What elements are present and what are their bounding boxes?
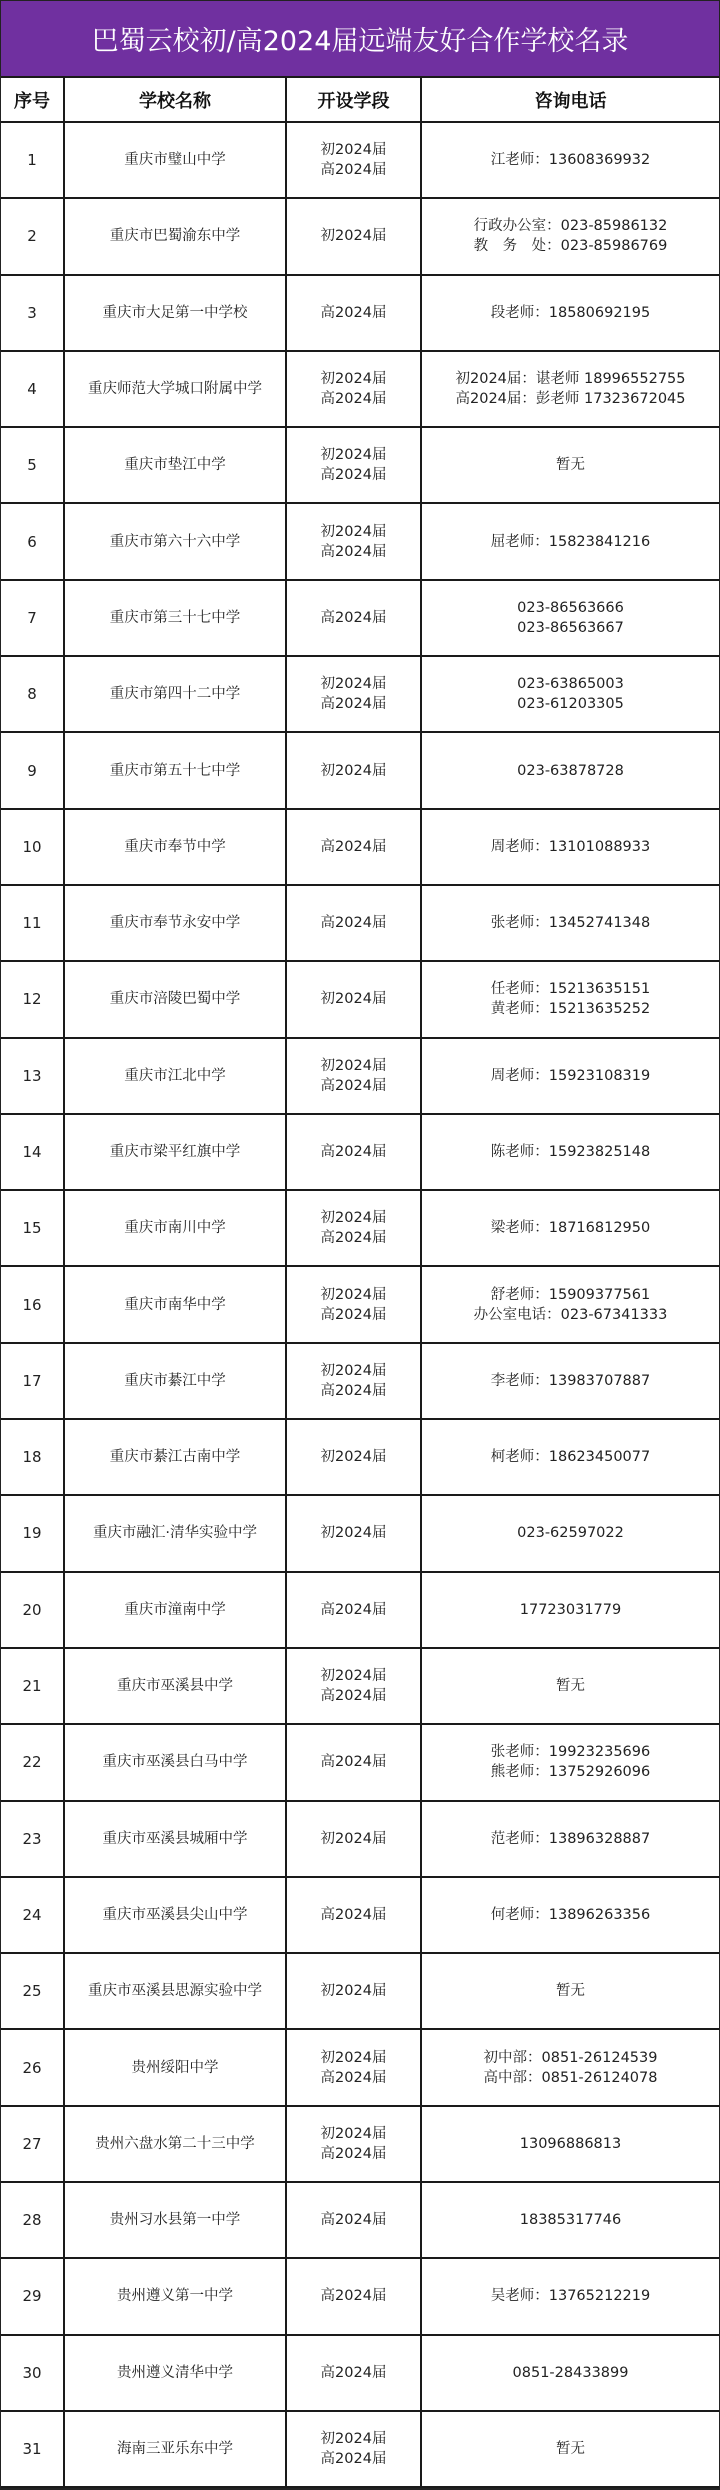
contact-phone: 暂无 xyxy=(556,457,585,474)
column-header-number: 序号 xyxy=(1,78,64,122)
contact-phone: 舒老师：15909377561 xyxy=(490,1286,651,1303)
grade-stage: 高2024届 xyxy=(320,2145,387,2162)
grade-stage: 初2024届 xyxy=(320,2125,387,2142)
contact-phone-cell xyxy=(421,732,719,808)
grade-stage: 高2024届 xyxy=(320,162,387,179)
row-number: 21 xyxy=(1,1648,64,1724)
grade-stage: 高2024届 xyxy=(320,1382,387,1399)
table-row xyxy=(1,2335,719,2411)
grade-stage-cell xyxy=(286,1724,421,1800)
contact-phone: 18385317746 xyxy=(519,2212,622,2229)
contact-phone-cell xyxy=(421,2029,719,2105)
school-name: 重庆市第六十六中学 xyxy=(64,503,286,579)
table-row xyxy=(1,2029,719,2105)
table-row xyxy=(1,1495,719,1571)
grade-stage: 初2024届 xyxy=(320,1210,387,1227)
grade-stage: 高2024届 xyxy=(320,1077,387,1094)
school-name: 重庆市梁平红旗中学 xyxy=(64,1114,286,1190)
grade-stage: 初2024届 xyxy=(320,1286,387,1303)
row-number: 1 xyxy=(1,122,64,198)
page-title: 巴蜀云校初/高2024届远端友好合作学校名录 xyxy=(1,1,719,78)
table-row xyxy=(1,2182,719,2258)
grade-stage: 高2024届 xyxy=(320,1906,387,1923)
column-header-contact-phone: 咨询电话 xyxy=(421,78,719,122)
row-number: 28 xyxy=(1,2182,64,2258)
grade-stage: 初2024届 xyxy=(320,1983,387,2000)
grade-stage-cell xyxy=(286,351,421,427)
grade-stage-cell xyxy=(286,2411,421,2487)
contact-phone-cell xyxy=(421,1419,719,1495)
school-name: 重庆市巫溪县城厢中学 xyxy=(64,1801,286,1877)
table-row xyxy=(1,961,719,1037)
contact-phone: 黄老师：15213635252 xyxy=(490,1001,651,1018)
contact-phone-cell xyxy=(421,1877,719,1953)
grade-stage: 高2024届 xyxy=(320,2069,387,2086)
contact-phone-cell xyxy=(421,1190,719,1266)
grade-stage-cell xyxy=(286,1953,421,2029)
school-name: 重庆市奉节永安中学 xyxy=(64,885,286,961)
grade-stage: 高2024届 xyxy=(320,2451,387,2468)
school-name: 重庆市巫溪县白马中学 xyxy=(64,1724,286,1800)
grade-stage: 初2024届 xyxy=(320,1525,387,1542)
contact-phone-cell xyxy=(421,122,719,198)
row-number: 13 xyxy=(1,1038,64,1114)
grade-stage: 高2024届 xyxy=(320,2364,387,2381)
table-row xyxy=(1,1114,719,1190)
grade-stage-cell xyxy=(286,122,421,198)
table-row xyxy=(1,885,719,961)
grade-stage: 高2024届 xyxy=(320,1306,387,1323)
grade-stage-cell xyxy=(286,275,421,351)
grade-stage: 初2024届 xyxy=(320,991,387,1008)
row-number: 30 xyxy=(1,2335,64,2411)
contact-phone-cell xyxy=(421,275,719,351)
school-name: 重庆市垫江中学 xyxy=(64,427,286,503)
row-number: 18 xyxy=(1,1419,64,1495)
contact-phone-cell xyxy=(421,809,719,885)
grade-stage: 初2024届 xyxy=(320,676,387,693)
contact-phone: 屈老师：15823841216 xyxy=(490,533,651,550)
contact-phone-cell xyxy=(421,1266,719,1342)
row-number: 11 xyxy=(1,885,64,961)
contact-phone-cell xyxy=(421,1572,719,1648)
school-name: 重庆市大足第一中学校 xyxy=(64,275,286,351)
grade-stage: 初2024届 xyxy=(320,447,387,464)
contact-phone: 李老师：13983707887 xyxy=(490,1372,651,1389)
grade-stage: 高2024届 xyxy=(320,2288,387,2305)
contact-phone: 范老师：13896328887 xyxy=(490,1830,651,1847)
table-row xyxy=(1,1038,719,1114)
row-number: 19 xyxy=(1,1495,64,1571)
grade-stage-cell xyxy=(286,1419,421,1495)
table-row xyxy=(1,427,719,503)
contact-phone: 办公室电话：023-67341333 xyxy=(473,1306,668,1323)
grade-stage-cell xyxy=(286,2335,421,2411)
grade-stage-cell xyxy=(286,1190,421,1266)
contact-phone-cell xyxy=(421,2335,719,2411)
grade-stage: 初2024届 xyxy=(320,1668,387,1685)
contact-phone-cell xyxy=(421,2411,719,2487)
table-row xyxy=(1,1648,719,1724)
row-number: 23 xyxy=(1,1801,64,1877)
row-number: 6 xyxy=(1,503,64,579)
row-number: 15 xyxy=(1,1190,64,1266)
row-number: 9 xyxy=(1,732,64,808)
contact-phone-cell xyxy=(421,1038,719,1114)
school-name: 重庆市奉节中学 xyxy=(64,809,286,885)
contact-phone-cell xyxy=(421,1343,719,1419)
school-name: 重庆市涪陵巴蜀中学 xyxy=(64,961,286,1037)
contact-phone-cell xyxy=(421,580,719,656)
contact-phone-cell xyxy=(421,885,719,961)
grade-stage: 高2024届 xyxy=(320,838,387,855)
table-row xyxy=(1,809,719,885)
school-name: 重庆市綦江古南中学 xyxy=(64,1419,286,1495)
school-name: 重庆市江北中学 xyxy=(64,1038,286,1114)
row-number: 24 xyxy=(1,1877,64,1953)
grade-stage-cell xyxy=(286,198,421,274)
contact-phone: 暂无 xyxy=(556,1983,585,2000)
table-row xyxy=(1,275,719,351)
school-name: 贵州遵义第一中学 xyxy=(64,2258,286,2334)
school-name: 重庆师范大学城口附属中学 xyxy=(64,351,286,427)
grade-stage: 高2024届 xyxy=(320,609,387,626)
table-row xyxy=(1,1343,719,1419)
row-number: 17 xyxy=(1,1343,64,1419)
school-table xyxy=(1,78,719,2488)
contact-phone-cell xyxy=(421,2258,719,2334)
table-row xyxy=(1,732,719,808)
grade-stage: 高2024届 xyxy=(320,304,387,321)
contact-phone: 023-61203305 xyxy=(517,696,624,713)
contact-phone: 高中部：0851-26124078 xyxy=(483,2069,658,2086)
contact-phone: 何老师：13896263356 xyxy=(490,1906,651,1923)
contact-phone: 暂无 xyxy=(556,2441,585,2458)
contact-phone: 张老师：19923235696 xyxy=(490,1744,651,1761)
school-name: 贵州六盘水第二十三中学 xyxy=(64,2106,286,2182)
school-name: 重庆市綦江中学 xyxy=(64,1343,286,1419)
contact-phone: 023-86563666 xyxy=(517,599,624,616)
table-row xyxy=(1,2258,719,2334)
table-row xyxy=(1,1724,719,1800)
grade-stage: 初2024届 xyxy=(320,2431,387,2448)
grade-stage: 高2024届 xyxy=(320,1688,387,1705)
table-row xyxy=(1,580,719,656)
grade-stage-cell xyxy=(286,1343,421,1419)
row-number: 14 xyxy=(1,1114,64,1190)
school-name: 重庆市第四十二中学 xyxy=(64,656,286,732)
school-name: 海南三亚乐东中学 xyxy=(64,2411,286,2487)
contact-phone: 023-63878728 xyxy=(517,762,624,779)
contact-phone-cell xyxy=(421,1953,719,2029)
contact-phone: 任老师：15213635151 xyxy=(490,981,651,998)
table-row xyxy=(1,1419,719,1495)
school-name: 重庆市巴蜀渝东中学 xyxy=(64,198,286,274)
contact-phone-cell xyxy=(421,427,719,503)
grade-stage-cell xyxy=(286,503,421,579)
grade-stage-cell xyxy=(286,1266,421,1342)
row-number: 27 xyxy=(1,2106,64,2182)
grade-stage: 初2024届 xyxy=(320,142,387,159)
grade-stage: 高2024届 xyxy=(320,1754,387,1771)
contact-phone: 13096886813 xyxy=(519,2135,622,2152)
contact-phone: 023-86563667 xyxy=(517,619,624,636)
row-number: 25 xyxy=(1,1953,64,2029)
school-name: 重庆市融汇·清华实验中学 xyxy=(64,1495,286,1571)
grade-stage-cell xyxy=(286,1038,421,1114)
row-number: 20 xyxy=(1,1572,64,1648)
grade-stage-cell xyxy=(286,1877,421,1953)
contact-phone: 吴老师：13765212219 xyxy=(490,2288,651,2305)
grade-stage: 初2024届 xyxy=(320,2049,387,2066)
grade-stage-cell xyxy=(286,580,421,656)
grade-stage: 初2024届 xyxy=(320,523,387,540)
row-number: 16 xyxy=(1,1266,64,1342)
contact-phone-cell xyxy=(421,1495,719,1571)
grade-stage-cell xyxy=(286,2258,421,2334)
contact-phone: 暂无 xyxy=(556,1678,585,1695)
grade-stage-cell xyxy=(286,1648,421,1724)
school-name: 重庆市巫溪县中学 xyxy=(64,1648,286,1724)
contact-phone: 柯老师：18623450077 xyxy=(490,1449,651,1466)
table-row xyxy=(1,1266,719,1342)
table-body xyxy=(1,122,719,2487)
school-name: 贵州习水县第一中学 xyxy=(64,2182,286,2258)
contact-phone-cell xyxy=(421,961,719,1037)
school-name: 重庆市南华中学 xyxy=(64,1266,286,1342)
contact-phone: 0851-28433899 xyxy=(512,2364,629,2381)
grade-stage: 高2024届 xyxy=(320,1230,387,1247)
grade-stage-cell xyxy=(286,1114,421,1190)
grade-stage-cell xyxy=(286,2106,421,2182)
contact-phone: 教 务 处：023-85986769 xyxy=(473,238,668,255)
table-row xyxy=(1,2411,719,2487)
grade-stage: 初2024届 xyxy=(320,1449,387,1466)
table-row xyxy=(1,198,719,274)
table-row xyxy=(1,2106,719,2182)
column-header-grade-stage: 开设学段 xyxy=(286,78,421,122)
contact-phone: 行政办公室：023-85986132 xyxy=(473,218,668,235)
row-number: 5 xyxy=(1,427,64,503)
school-name: 重庆市巫溪县尖山中学 xyxy=(64,1877,286,1953)
row-number: 12 xyxy=(1,961,64,1037)
row-number: 4 xyxy=(1,351,64,427)
grade-stage: 初2024届 xyxy=(320,1057,387,1074)
contact-phone: 张老师：13452741348 xyxy=(490,915,651,932)
grade-stage: 初2024届 xyxy=(320,762,387,779)
contact-phone: 023-63865003 xyxy=(517,676,624,693)
grade-stage: 初2024届 xyxy=(320,228,387,245)
contact-phone: 陈老师：15923825148 xyxy=(490,1144,651,1160)
row-number: 22 xyxy=(1,1724,64,1800)
grade-stage: 高2024届 xyxy=(320,467,387,484)
grade-stage-cell xyxy=(286,427,421,503)
table-row xyxy=(1,351,719,427)
row-number: 7 xyxy=(1,580,64,656)
grade-stage: 高2024届 xyxy=(320,1144,387,1160)
contact-phone: 梁老师：18716812950 xyxy=(490,1220,651,1237)
contact-phone: 江老师：13608369932 xyxy=(490,152,651,169)
grade-stage-cell xyxy=(286,885,421,961)
contact-phone: 周老师：15923108319 xyxy=(490,1067,651,1084)
row-number: 10 xyxy=(1,809,64,885)
grade-stage-cell xyxy=(286,1572,421,1648)
contact-phone-cell xyxy=(421,2182,719,2258)
grade-stage-cell xyxy=(286,732,421,808)
grade-stage: 初2024届 xyxy=(320,1362,387,1379)
school-name: 重庆市南川中学 xyxy=(64,1190,286,1266)
grade-stage: 初2024届 xyxy=(320,1830,387,1847)
table-row xyxy=(1,656,719,732)
row-number: 3 xyxy=(1,275,64,351)
grade-stage: 高2024届 xyxy=(320,543,387,560)
contact-phone-cell xyxy=(421,1648,719,1724)
grade-stage: 高2024届 xyxy=(320,391,387,408)
table-row xyxy=(1,1877,719,1953)
contact-phone-cell xyxy=(421,1114,719,1190)
contact-phone: 初2024届：谌老师 18996552755 xyxy=(455,371,686,388)
contact-phone: 初中部：0851-26124539 xyxy=(483,2049,658,2066)
row-number: 31 xyxy=(1,2411,64,2487)
table-row xyxy=(1,503,719,579)
contact-phone: 段老师：18580692195 xyxy=(490,304,651,321)
table-row xyxy=(1,1572,719,1648)
contact-phone-cell xyxy=(421,2106,719,2182)
grade-stage-cell xyxy=(286,2182,421,2258)
contact-phone: 熊老师：13752926096 xyxy=(490,1764,651,1781)
school-name: 重庆市巫溪县思源实验中学 xyxy=(64,1953,286,2029)
row-number: 29 xyxy=(1,2258,64,2334)
contact-phone-cell xyxy=(421,198,719,274)
contact-phone: 高2024届：彭老师 17323672045 xyxy=(455,391,686,408)
table-header-row xyxy=(1,78,719,122)
grade-stage-cell xyxy=(286,1495,421,1571)
grade-stage: 高2024届 xyxy=(320,915,387,932)
column-header-school-name: 学校名称 xyxy=(64,78,286,122)
table-row xyxy=(1,1953,719,2029)
row-number: 2 xyxy=(1,198,64,274)
row-number: 8 xyxy=(1,656,64,732)
contact-phone: 周老师：13101088933 xyxy=(490,838,651,855)
contact-phone-cell xyxy=(421,1724,719,1800)
contact-phone-cell xyxy=(421,351,719,427)
grade-stage: 高2024届 xyxy=(320,2212,387,2229)
grade-stage: 高2024届 xyxy=(320,696,387,713)
school-name: 重庆市潼南中学 xyxy=(64,1572,286,1648)
school-name: 重庆市第五十七中学 xyxy=(64,732,286,808)
school-name: 重庆市第三十七中学 xyxy=(64,580,286,656)
grade-stage-cell xyxy=(286,2029,421,2105)
grade-stage-cell xyxy=(286,809,421,885)
table-row xyxy=(1,1190,719,1266)
row-number: 26 xyxy=(1,2029,64,2105)
school-name: 贵州绥阳中学 xyxy=(64,2029,286,2105)
school-name: 贵州遵义清华中学 xyxy=(64,2335,286,2411)
table-row xyxy=(1,1801,719,1877)
contact-phone-cell xyxy=(421,1801,719,1877)
contact-phone-cell xyxy=(421,656,719,732)
contact-phone: 17723031779 xyxy=(519,1601,622,1618)
grade-stage-cell xyxy=(286,961,421,1037)
grade-stage: 高2024届 xyxy=(320,1601,387,1618)
school-name: 重庆市璧山中学 xyxy=(64,122,286,198)
grade-stage-cell xyxy=(286,1801,421,1877)
contact-phone-cell xyxy=(421,503,719,579)
grade-stage-cell xyxy=(286,656,421,732)
table-row xyxy=(1,122,719,198)
grade-stage: 初2024届 xyxy=(320,371,387,388)
contact-phone: 023-62597022 xyxy=(517,1525,624,1542)
